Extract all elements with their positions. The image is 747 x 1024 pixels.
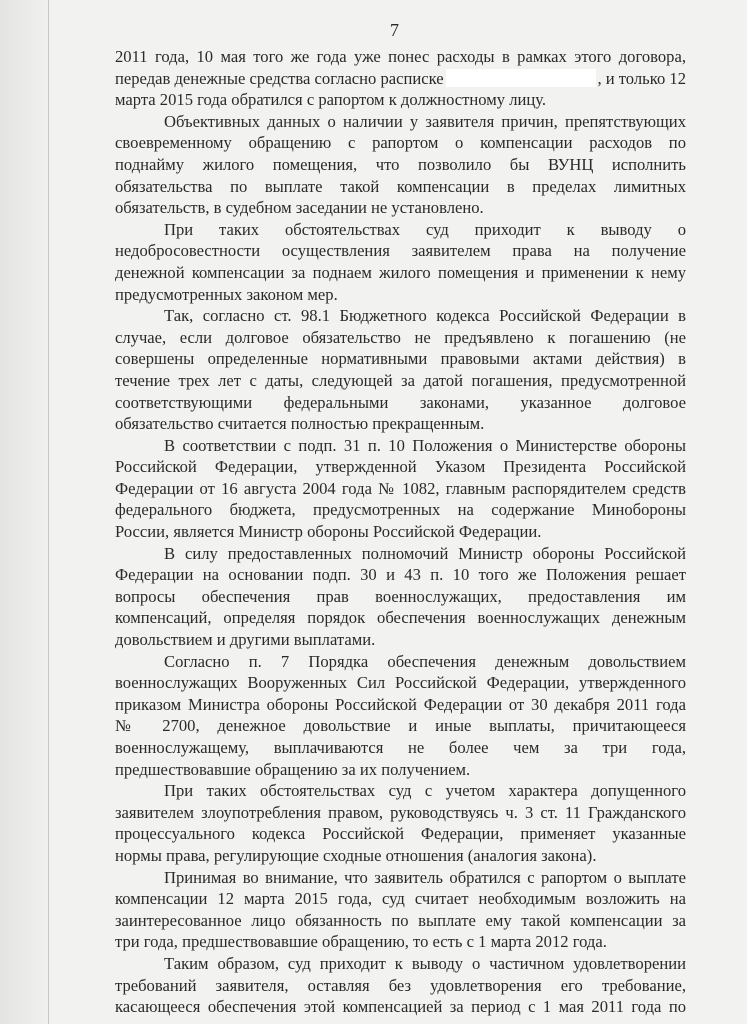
paragraph xyxy=(115,651,686,781)
text-line: компенсаций, определяя порядок обеспечения военнослужащих денежным xyxy=(115,608,686,628)
page-number: 7 xyxy=(390,20,399,40)
paragraph xyxy=(115,953,686,1018)
text-line: нормы права, регулирующие сходные отношения (аналогия закона). xyxy=(115,845,597,865)
text-line xyxy=(115,68,686,90)
paragraph xyxy=(115,219,686,305)
paragraph xyxy=(115,305,686,435)
text-line: довольствием и другими выплатами. xyxy=(115,630,376,650)
text-line: соответствующими федеральными законами, указанное долговое xyxy=(115,392,686,412)
paragraph xyxy=(115,46,686,111)
text-line: заинтересованное лицо обязанность по выплате ему такой компенсации за xyxy=(115,910,686,930)
document-body xyxy=(115,46,686,1018)
text-line: Так, согласно ст. 98.1 Бюджетного кодекса Российской Федерации в xyxy=(164,306,686,326)
text-line: совершены определенные нормативными правовыми актами действия) в xyxy=(115,349,686,369)
scan-page-edge xyxy=(0,0,49,1024)
text-line: обязательств, в судебном заседании не установлено. xyxy=(115,198,484,218)
text-line: касающееся обеспечения этой компенсацией за период с 1 мая 2011 года по xyxy=(115,997,686,1017)
paragraph xyxy=(115,867,686,953)
text-segment: передав денежные средства согласно расписке xyxy=(115,68,444,88)
text-line: № 2700, денежное довольствие и иные выплаты, причитающееся xyxy=(115,716,686,736)
text-line: военнослужащему, выплачиваются не более чем за три года, xyxy=(115,738,686,757)
paragraph xyxy=(115,543,686,651)
text-line: Объективных данных о наличии у заявителя причин, препятствующих xyxy=(164,111,686,131)
text-line: Таким образом, суд приходит к выводу о частичном удовлетворении xyxy=(164,953,686,973)
text-line: предшествовавшие обращению за их получением. xyxy=(115,759,471,779)
text-line: В силу предоставленных полномочий Министр обороны Российской xyxy=(164,543,686,563)
redaction-box xyxy=(446,69,596,87)
text-line: компенсации 12 марта 2015 года, суд считает необходимым возложить на xyxy=(115,889,686,909)
text-line: вопросы обеспечения прав военнослужащих, предоставления им xyxy=(115,586,686,606)
text-line: предусмотренных законом мер. xyxy=(115,284,338,304)
text-line: В соответствии с подп. 31 п. 10 Положения о Министерстве обороны xyxy=(164,435,686,455)
text-line: Принимая во внимание, что заявитель обратился с рапортом о выплате xyxy=(164,867,686,887)
text-line: 2011 года, 10 мая того же года уже понес расходы в рамках этого договора, xyxy=(115,47,686,66)
text-line: федерального бюджета, предусмотренных на содержание Минобороны xyxy=(115,500,686,520)
text-line: обязательство считается полностью прекращенным. xyxy=(115,414,485,434)
text-line: Российской Федерации, утвержденной Указом Президента Российской xyxy=(115,457,686,477)
text-line: своевременному обращению с рапортом о компенсации расходов по xyxy=(115,133,686,153)
text-segment: , и только 12 xyxy=(597,68,686,88)
text-line: течение трех лет с даты, следующей за датой погашения, предусмотренной xyxy=(115,370,686,390)
paragraph xyxy=(115,111,686,219)
text-line: денежной компенсации за поднаем жилого помещения и применении к нему xyxy=(115,262,686,282)
text-line: процессуального кодекса Российской Федерации, применяет указанные xyxy=(115,824,686,844)
text-line: Федерации на основании подп. 30 и 43 п. 10 того же Положения решает xyxy=(115,565,686,585)
text-line: три года, предшествовавшие обращению, то есть с 1 марта 2012 года. xyxy=(115,932,607,952)
text-line: недобросовестности осуществления заявителем права на получение xyxy=(115,241,686,261)
text-line: военнослужащих Вооруженных Сил Российской Федерации, утвержденного xyxy=(115,673,686,693)
text-line: марта 2015 года обратился с рапортом к должностному лицу. xyxy=(115,90,547,110)
text-line: приказом Министра обороны Российской Федерации от 30 декабря 2011 года xyxy=(115,694,686,714)
text-line: заявителем злоупотребления правом, руководствуясь ч. 3 ст. 11 Гражданского xyxy=(115,802,686,822)
text-line: При таких обстоятельствах суд приходит к выводу о xyxy=(164,219,686,239)
paragraph xyxy=(115,780,686,866)
text-line: требований заявителя, оставляя без удовлетворения его требование, xyxy=(115,975,686,995)
text-line: При таких обстоятельствах суд с учетом характера допущенного xyxy=(164,781,686,801)
text-line: России, является Министр обороны Российской Федерации. xyxy=(115,522,542,542)
paragraph xyxy=(115,435,686,543)
text-line: поднайму жилого помещения, что позволило бы ВУНЦ исполнить xyxy=(115,154,686,174)
text-line: случае, если долговое обязательство не предъявлено к погашению (не xyxy=(115,327,686,347)
text-line: обязательства по выплате такой компенсации в пределах лимитных xyxy=(115,176,686,196)
text-line: Федерации от 16 августа 2004 года № 1082, главным распорядителем средств xyxy=(115,478,686,498)
text-line: Согласно п. 7 Порядка обеспечения денежным довольствием xyxy=(164,651,686,671)
